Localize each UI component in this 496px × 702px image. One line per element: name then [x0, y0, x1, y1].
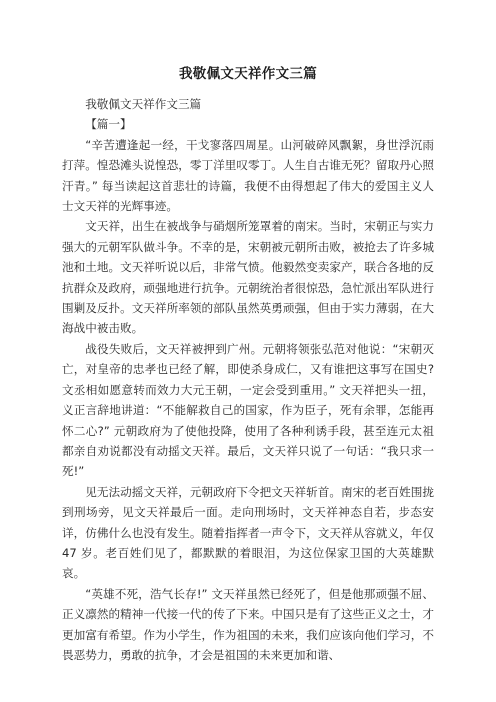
document-title: 我敬佩文天祥作文三篇: [179, 66, 317, 82]
body-paragraph: “英雄不死，浩气长存!” 文天祥虽然已经死了，但是他那顽强不屈、正义凛然的精神一代接一代的传了下来。中国只是有了这些正义之士，才更加富有希望。作为小学生，作为祖国的未来，我们应该向他们学习，不畏恶势力，勇敢的抗争，才会是祖国的未来更加和谐、: [62, 586, 434, 662]
body-paragraph: 见无法动摇文天祥，元朝政府下令把文天祥斩首。南宋的老百姓围拢到刑场旁，见文天祥最后一面。走向刑场时，文天祥神态自若，步态安详，仿佛什么也没有发生。随着指挥者一声令下，文天祥从容就义，年仅 47 岁。老百姓们见了，都默默的着眼泪，为这位保家卫国的大英雄默哀。: [62, 484, 434, 581]
document-body: [62, 94, 434, 665]
body-paragraph: “辛苦遭逢起一经，干戈寥落四周星。山河破碎风飘絮，身世浮沉雨打萍。惶恐滩头说惶恐，零丁洋里叹零丁。人生自古谁无死？留取丹心照汗青。” 每当读起这首悲壮的诗篇，我便不由得想起了伟大的爱国主义人士文天祥的光辉事迹。: [62, 137, 434, 214]
body-paragraph: 文天祥，出生在被战争与硝烟所笼罩着的南宋。当时，宋朝正与实力强大的元朝军队做斗争。不幸的是，宋朝被元朝所击败，被抢去了许多城池和土地。文天祥听说以后，非常气愤。他毅然变卖家产，联合各地的反抗群众及政府，顽强地进行抗争。元朝统治者很惊恐，急忙派出军队进行围剿及反扑。文天祥所率领的部队虽然英勇顽强，但由于实力薄弱，在大海战中被击败。: [62, 219, 434, 336]
document-subtitle: 我敬佩文天祥作文三篇: [85, 97, 202, 111]
section-label: 【篇一】: [85, 117, 132, 132]
body-paragraph: 战役失败后，文天祥被押到广州。元朝将领张弘范对他说：“宋朝灭亡，对皇帝的忠孝也已经了解，即使杀身成仁，又有谁把这事写在国史?文丞相如愿意转而效力大元王朝，一定会受到重用。” 文天祥把头一扭，义正言辞地讲道：“不能解救自己的国家，作为臣子，死有余罪，怎能再怀二心?” 元朝政府为了使他投降，使用了各种利诱手段，甚至连元太祖都亲自劝说都没有动摇文天祥。最后，文天祥只说了一句话：“我只求一死!”: [62, 341, 434, 479]
